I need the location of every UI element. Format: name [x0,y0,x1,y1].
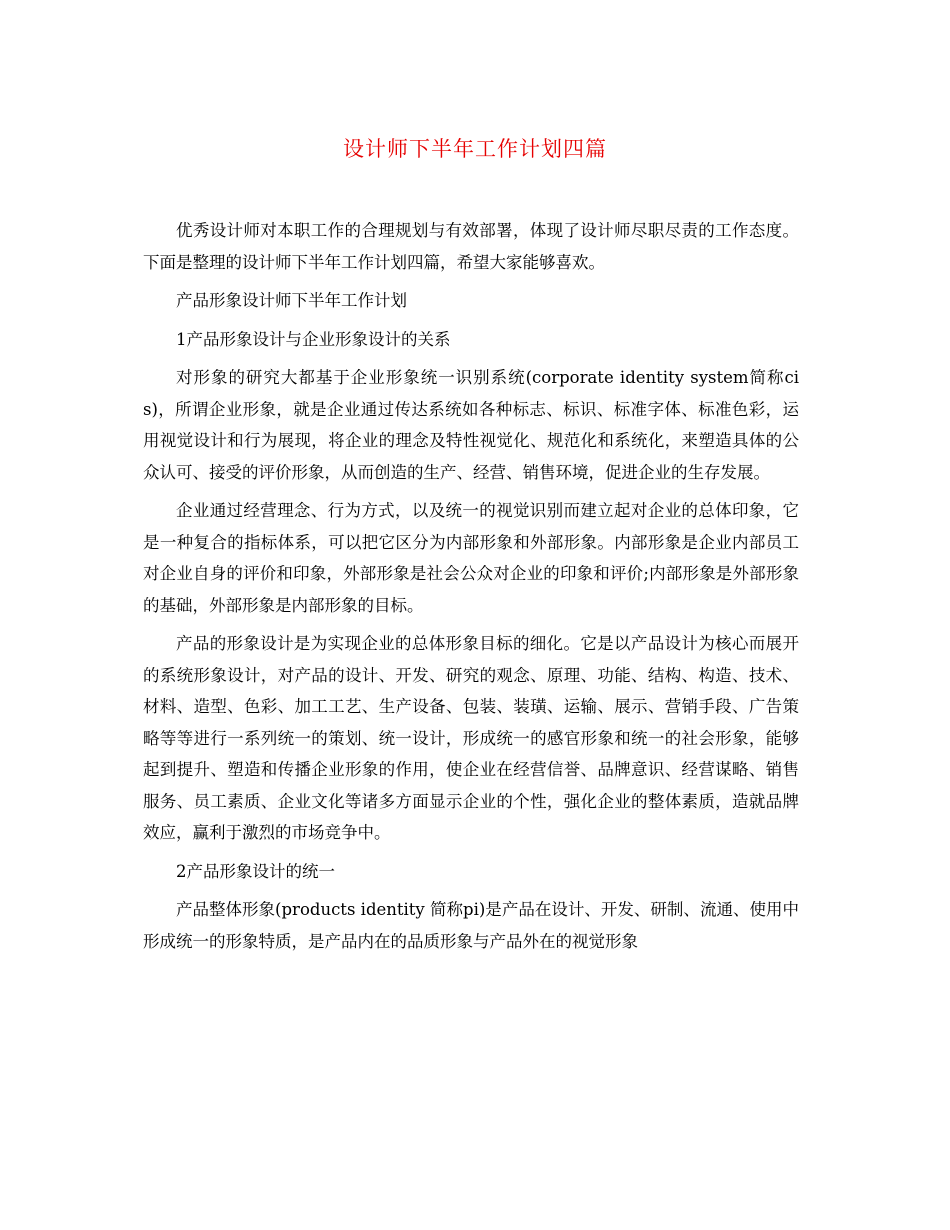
paragraph-subheading-1: 1产品形象设计与企业形象设计的关系 [176,329,451,349]
paragraph-corporate-image: 企业通过经营理念、行为方式，以及统一的视觉识别而建立起对企业的总体印象，它是一种复合的指标体系，可以把它区分为内部形象和外部形象。内部形象是企业内部员工对企业自身的评价和印象，外部形象是社会公众对企业的印象和评价;内部形象是外部形象的基础，外部形象是内部形象的目标。 [143,501,799,615]
paragraph-pi: 产品整体形象(products identity 简称pi)是产品在设计、开发、研制、流通、使用中形成统一的形象特质，是产品内在的品质形象与产品外在的视觉形象 [143,900,799,951]
paragraph-subheading-2: 2产品形象设计的统一 [176,861,335,881]
document-body [143,215,799,964]
paragraph-section-heading: 产品形象设计师下半年工作计划 [176,291,407,310]
paragraph-cis: 对形象的研究大都基于企业形象统一识别系统(corporate identity system简称cis)，所谓企业形象，就是企业通过传达系统如各种标志、标识、标准字体、标准色彩，运用视觉设计和行为展现，将企业的理念及特性视觉化、规范化和系统化，来塑造具体的公众认可、接受的评价形象，从而创造的生产、经营、销售环境，促进企业的生存发展。 [143,368,799,482]
document-title: 设计师下半年工作计划四篇 [343,137,607,161]
paragraph-intro: 优秀设计师对本职工作的合理规划与有效部署，体现了设计师尽职尽责的工作态度。下面是整理的设计师下半年工作计划四篇，希望大家能够喜欢。 [143,221,799,272]
paragraph-product-image-design: 产品的形象设计是为实现企业的总体形象目标的细化。它是以产品设计为核心而展开的系统形象设计，对产品的设计、开发、研究的观念、原理、功能、结构、构造、技术、材料、造型、色彩、加工工艺、生产设备、包装、装璜、运输、展示、营销手段、广告策略等等进行一系列统一的策划、统一设计，形成统一的感官形象和统一的社会形象，能够起到提升、塑造和传播企业形象的作用，使企业在经营信誉、品牌意识、经营谋略、销售服务、员工素质、企业文化等诸多方面显示企业的个性，强化企业的整体素质，造就品牌效应，赢利于激烈的市场竞争中。 [143,634,799,842]
